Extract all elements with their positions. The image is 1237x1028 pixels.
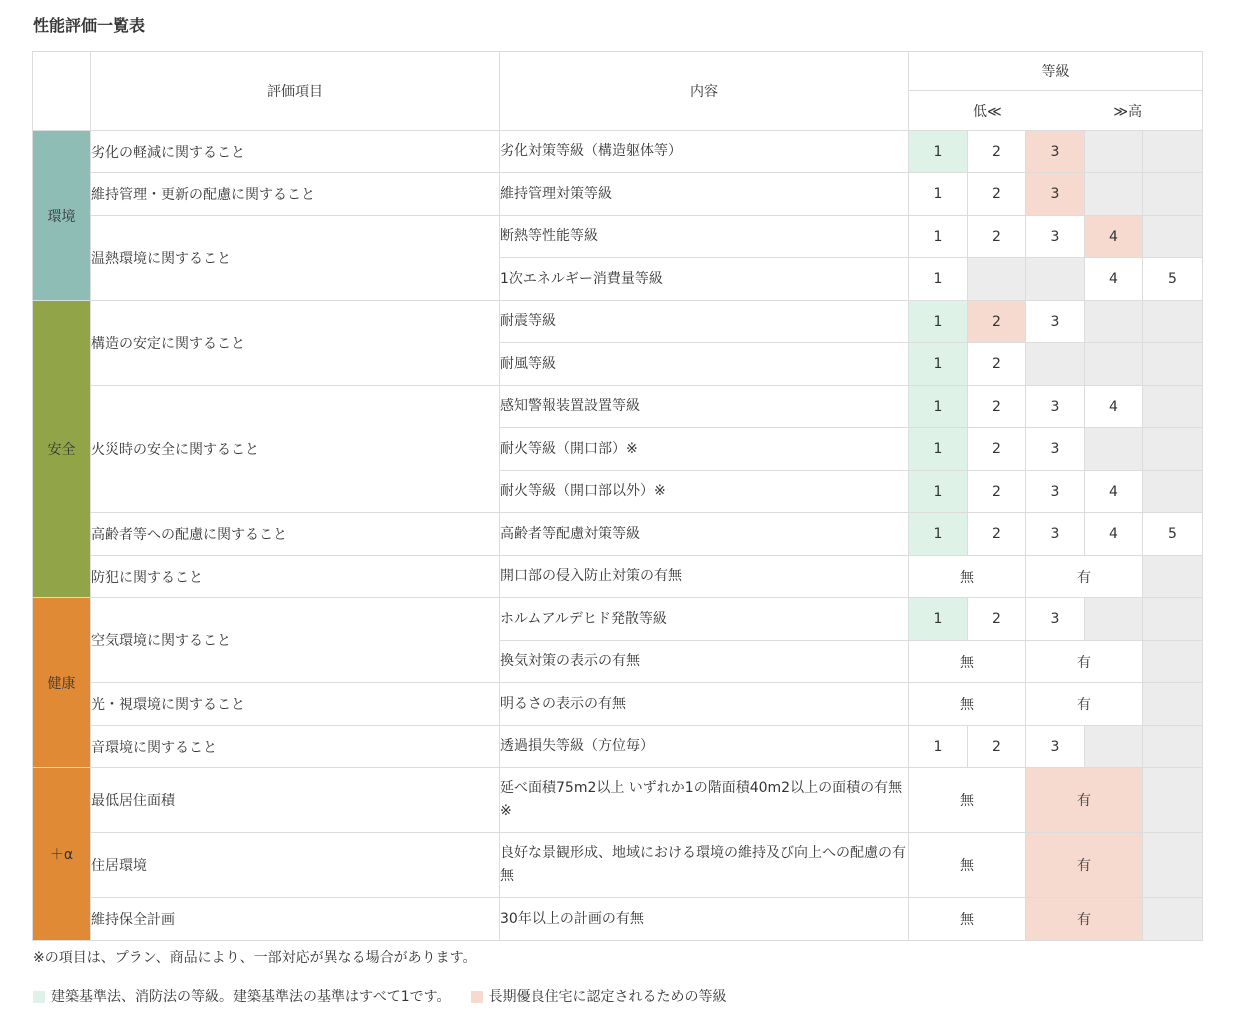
content-seismic: 耐震等級 [500,301,909,343]
item-maint-plan: 維持保全計画 [91,898,500,941]
content-header: 内容 [500,52,909,131]
grade-cell-empty [1143,428,1203,471]
grade-cell: 2 [968,216,1026,258]
grade-cell: 1 [909,216,968,258]
grade-cell-empty [968,258,1026,301]
grade-high-label: ≫高 [1113,103,1143,120]
grade-cell: 1 [909,471,968,513]
table-row [33,898,1203,941]
content-ventilation: 換気対策の表示の有無 [500,641,909,683]
content-sound: 透過損失等級（方位毎） [500,726,909,768]
grade-cell: 1 [909,173,968,216]
table-row [33,683,1203,726]
grade-cell-empty [1143,898,1203,941]
grade-cell: 3 [1026,301,1085,343]
performance-table [32,51,1203,941]
grade-cell: 4 [1085,216,1143,258]
table-row [33,833,1203,898]
category-plus: ＋α [33,768,91,941]
legend-long-label: 長期優良住宅に認定されるための等級 [488,989,727,1005]
content-formaldehyde: ホルムアルデヒド発散等級 [500,598,909,641]
item-maintenance: 維持管理・更新の配慮に関すること [91,173,500,216]
grade-cell: 4 [1085,471,1143,513]
grade-cell: 1 [909,386,968,428]
grade-cell-empty [1143,556,1203,598]
grade-cell: 2 [968,386,1026,428]
grade-cell: 2 [968,428,1026,471]
table-row [33,301,1203,343]
grade-cell: 1 [909,513,968,556]
content-maintenance: 維持管理対策等級 [500,173,909,216]
table-row [33,513,1203,556]
grade-cell: 3 [1026,428,1085,471]
grade-cell: 1 [909,131,968,173]
table-row [33,173,1203,216]
legend-basic-swatch [33,991,45,1003]
grade-cell: 2 [968,598,1026,641]
grade-cell: 3 [1026,726,1085,768]
grade-cell-yes: 有 [1026,556,1143,598]
page-title: 性能評価一覧表 [33,16,146,35]
grade-cell: 4 [1085,386,1143,428]
category-header [33,52,91,131]
grade-cell-yes: 有 [1026,683,1143,726]
item-elderly: 高齢者等への配慮に関すること [91,513,500,556]
table-row [33,131,1203,173]
grade-cell: 2 [968,173,1026,216]
content-alarm: 感知警報装置設置等級 [500,386,909,428]
grade-cell: 2 [968,471,1026,513]
legend-long-swatch [471,991,483,1003]
grade-cell-empty [1143,726,1203,768]
grade-cell-empty [1143,598,1203,641]
grade-cell-empty [1143,173,1203,216]
grade-cell-yes: 有 [1026,898,1143,941]
item-crime: 防犯に関すること [91,556,500,598]
grade-header: 等級 [909,52,1203,91]
content-living-env: 良好な景観形成、地域における環境の維持及び向上への配慮の有無 [500,833,909,898]
content-brightness: 明るさの表示の有無 [500,683,909,726]
grade-cell-empty [1085,428,1143,471]
item-thermal: 温熱環境に関すること [91,216,500,301]
item-min-area: 最低居住面積 [91,768,500,833]
grade-cell-yes: 有 [1026,768,1143,833]
grade-low-label: 低≪ [973,103,1002,120]
grade-cell: 4 [1085,513,1143,556]
category-safety: 安全 [33,301,91,598]
grade-cell: 3 [1026,471,1085,513]
grade-cell-empty [1143,301,1203,343]
item-header: 評価項目 [91,52,500,131]
content-intrusion: 開口部の侵入防止対策の有無 [500,556,909,598]
table-row [33,216,1203,258]
grade-cell-empty [1026,258,1085,301]
grade-cell-empty [1085,301,1143,343]
grade-cell-empty [1085,598,1143,641]
legend [33,986,727,1008]
content-min-area: 延べ面積75m2以上 いずれか1の階面積40m2以上の面積の有無※ [500,768,909,833]
content-energy: 1次エネルギー消費量等級 [500,258,909,301]
grade-cell-empty [1085,173,1143,216]
grade-cell: 1 [909,598,968,641]
item-sound: 音環境に関すること [91,726,500,768]
grade-cell: 2 [968,131,1026,173]
grade-cell-empty [1143,683,1203,726]
table-row [33,556,1203,598]
content-fire-other: 耐火等級（開口部以外）※ [500,471,909,513]
grade-cell-empty [1143,641,1203,683]
grade-cell-none: 無 [909,556,1026,598]
content-deterioration: 劣化対策等級（構造躯体等） [500,131,909,173]
item-structure: 構造の安定に関すること [91,301,500,386]
content-fire-opening: 耐火等級（開口部）※ [500,428,909,471]
grade-cell: 3 [1026,131,1085,173]
grade-cell: 5 [1143,513,1203,556]
grade-cell-empty [1143,833,1203,898]
grade-cell: 4 [1085,258,1143,301]
grade-cell: 2 [968,726,1026,768]
grade-cell: 1 [909,258,968,301]
grade-cell: 2 [968,513,1026,556]
grade-cell-none: 無 [909,641,1026,683]
grade-cell: 3 [1026,216,1085,258]
grade-cell-empty [1085,131,1143,173]
table-row [33,726,1203,768]
grade-cell-empty [1085,343,1143,386]
grade-cell-empty [1143,471,1203,513]
grade-cell: 3 [1026,386,1085,428]
grade-cell-empty [1143,768,1203,833]
content-elderly: 高齢者等配慮対策等級 [500,513,909,556]
grade-cell: 3 [1026,598,1085,641]
grade-cell-empty [1085,726,1143,768]
grade-cell-none: 無 [909,898,1026,941]
category-health: 健康 [33,598,91,768]
grade-cell: 1 [909,301,968,343]
legend-basic-label: 建築基準法、消防法の等級。建築基準法の基準はすべて1です。 [51,989,451,1005]
grade-cell: 1 [909,428,968,471]
table-row [33,386,1203,428]
grade-cell-empty [1143,216,1203,258]
content-wind: 耐風等級 [500,343,909,386]
grade-cell-yes: 有 [1026,833,1143,898]
item-light: 光・視環境に関すること [91,683,500,726]
grade-cell: 3 [1026,173,1085,216]
footnote: ※の項目は、プラン、商品により、一部対応が異なる場合があります。 [33,950,477,966]
grade-scale-header [909,91,1203,131]
table-row [33,598,1203,641]
grade-cell: 3 [1026,513,1085,556]
grade-cell-empty [1026,343,1085,386]
grade-cell-empty [1143,343,1203,386]
grade-cell-yes: 有 [1026,641,1143,683]
grade-cell: 1 [909,726,968,768]
grade-cell-none: 無 [909,768,1026,833]
table-row [33,768,1203,833]
grade-cell-empty [1143,386,1203,428]
item-air: 空気環境に関すること [91,598,500,683]
grade-cell-none: 無 [909,833,1026,898]
grade-cell-empty [1143,131,1203,173]
item-fire: 火災時の安全に関すること [91,386,500,513]
grade-cell: 2 [968,301,1026,343]
grade-cell-none: 無 [909,683,1026,726]
item-deterioration: 劣化の軽減に関すること [91,131,500,173]
grade-cell: 2 [968,343,1026,386]
grade-cell: 5 [1143,258,1203,301]
content-insulation: 断熱等性能等級 [500,216,909,258]
item-living-env: 住居環境 [91,833,500,898]
grade-cell: 1 [909,343,968,386]
content-maint-plan: 30年以上の計画の有無 [500,898,909,941]
category-env: 環境 [33,131,91,301]
